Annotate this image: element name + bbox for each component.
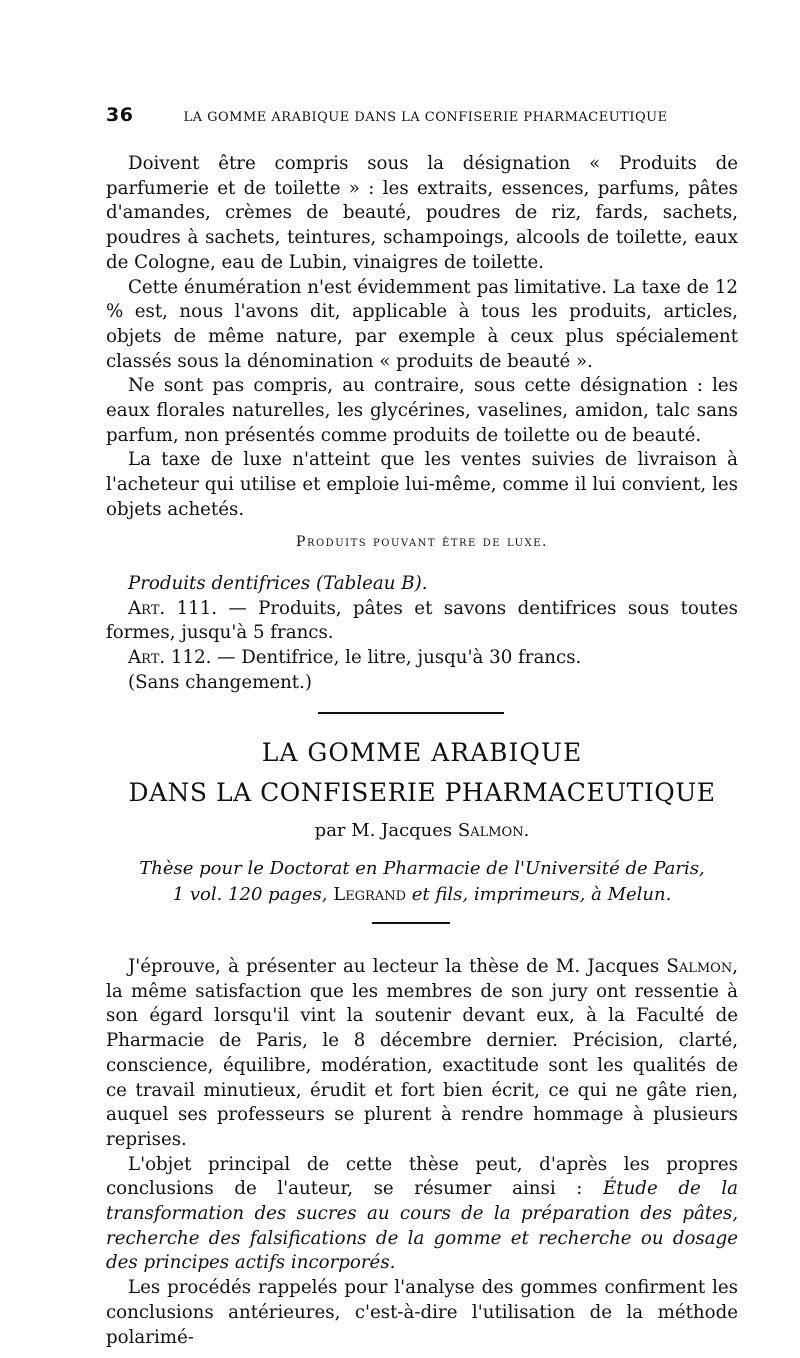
paragraph-perfumery-list: Doivent être compris sous la désignation « Produits de parfumerie et de toilette » : les extraits, essences, parfums, pâtes d'amandes, crèmes de beauté, poudres de riz, fards, sachets, poudres à sachets, teintures, schampoings, alcools de toilette, eaux de Cologne, eau de Lubin, vinaigres de toilette. bbox=[106, 153, 738, 273]
no-change-note: (Sans changement.) bbox=[128, 671, 312, 693]
article-title-line-2: DANS LA CONFISERIE PHARMACEUTIQUE bbox=[128, 778, 716, 807]
luxury-products-heading: Produits pouvant être de luxe. bbox=[296, 534, 548, 550]
article-112-label: Art. 112. bbox=[128, 647, 212, 669]
title-divider bbox=[372, 922, 450, 924]
running-title: LA GOMME ARABIQUE DANS LA CONFISERIE PHARMACEUTIQUE bbox=[183, 110, 668, 125]
review-author-name: Salmon bbox=[666, 956, 733, 977]
page-header bbox=[106, 104, 746, 126]
review-section bbox=[106, 955, 738, 1350]
thesis-line-2 bbox=[106, 882, 738, 908]
paragraph-tax-rate: Cette énumération n'est évidemment pas limitative. La taxe de 12 % est, nous l'avons dit, applicable à tous les produits, articles, objets de même nature, par exemple à ceux plus spécialement classés sous la dénomination « produits de beauté ». bbox=[106, 276, 738, 372]
dentifrice-subheading-text: Produits dentifrices (Tableau B). bbox=[128, 573, 428, 594]
article-title-line-1: LA GOMME ARABIQUE bbox=[261, 738, 583, 767]
paragraph-exclusions: Ne sont pas compris, au contraire, sous cette désignation : les eaux florales naturelles, les glycérines, vaselines, amidon, talc sans parfum, non présentés comme produits de toilette ou de beauté. bbox=[106, 375, 738, 446]
article-112-text: — Dentifrice, le litre, jusqu'à 30 francs. bbox=[211, 647, 582, 669]
article-112 bbox=[106, 646, 738, 671]
section-divider bbox=[318, 712, 504, 714]
author-name: Salmon. bbox=[457, 820, 530, 841]
article-111 bbox=[106, 597, 738, 646]
thesis-printer: et fils, imprimeurs, à Melun. bbox=[406, 884, 672, 905]
tax-section bbox=[106, 152, 738, 523]
article-111-label: Art. 111. bbox=[128, 597, 218, 619]
paragraph-methods: Les procédés rappelés pour l'analyse des gommes confirment les conclusions antérieures, c'est-à-dire l'utilisation de la méthode polarimé- bbox=[106, 1277, 738, 1348]
thesis-line-1: Thèse pour le Doctorat en Pharmacie de l'Université de Paris, bbox=[139, 858, 705, 879]
review-intro-rest: , la même satisfaction que les membres de son jury ont ressentie à son égard lorsqu'il vint la soutenir devant eux, à la Faculté de Pharmacie de Paris, le 8 décembre dernier. Précision, clarté, conscience, équilibre, modération, exactitude sont les qualités de ce travail minutieux, érudit et fort bien écrit, ce qui ne gâte rien, auquel ses professeurs se plurent à rendre hommage à plusieurs reprises. bbox=[106, 956, 738, 1150]
byline-prefix: par M. Jacques bbox=[314, 820, 458, 841]
thesis-citation bbox=[106, 856, 738, 908]
article-111-text: — Produits, pâtes et savons dentifrices sous toutes formes, jusqu'à 5 francs. bbox=[106, 597, 738, 644]
article-byline bbox=[106, 820, 738, 841]
dentifrice-section bbox=[106, 572, 738, 696]
thesis-object-italic: Étude de la transformation des sucres au cours de la préparation des pâtes, recherche des falsifications de la gomme et recherche ou dosage des principes actifs incorporés. bbox=[106, 1178, 738, 1274]
page-number: 36 bbox=[106, 104, 134, 126]
thesis-publisher: Legrand bbox=[333, 884, 407, 905]
thesis-object-start: L'objet principal de cette thèse peut, d'après les propres conclusions de l'auteur, se résumer ainsi : bbox=[106, 1153, 738, 1200]
paragraph-luxury-tax: La taxe de luxe n'atteint que les ventes suivies de livraison à l'acheteur qui utilise et emploie lui-même, comme il lui convient, les objets achetés. bbox=[106, 449, 738, 520]
dentifrice-subheading bbox=[106, 572, 738, 597]
paragraph-thesis-object bbox=[106, 1153, 738, 1277]
thesis-volume: 1 vol. 120 pages, bbox=[172, 884, 334, 905]
paragraph-review-intro bbox=[106, 955, 738, 1153]
review-intro-start: J'éprouve, à présenter au lecteur la thèse de M. Jacques bbox=[128, 956, 667, 977]
